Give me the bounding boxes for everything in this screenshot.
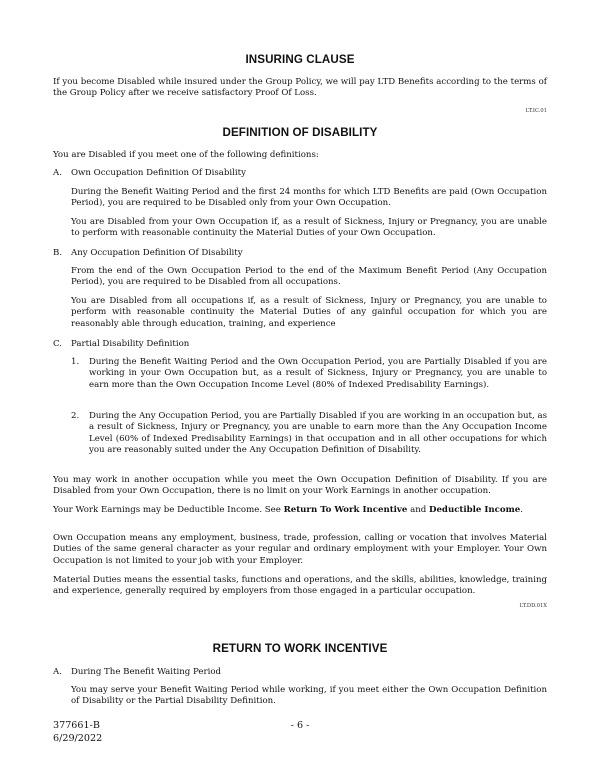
any-occupation-disabled-text: You are Disabled from all occupations if, as a result of Sickness, Injury or Pregnancy, you are unable to perform with reasonable continuity the Material Duties of any gainful occupation for which you are reasonably able through education, training, and experience [71, 296, 547, 329]
return-to-work-reference: Return To Work Incentive [283, 505, 408, 515]
section-b-title: Any Occupation Definition Of Disability [71, 248, 243, 258]
disability-code: LT.DD.01X [519, 603, 547, 609]
partial-item-1-marker: 1. [71, 357, 80, 367]
insuring-clause-heading: INSURING CLAUSE [245, 53, 355, 66]
section-c-title: Partial Disability Definition [71, 339, 190, 349]
own-occupation-period-text: During the Benefit Waiting Period and the first 24 months for which LTD Benefits are paid (Own Occupation Period), you are required to be Disabled only from your Own Occupation. [71, 187, 547, 209]
partial-item-2-text: During the Any Occupation Period, you are Partially Disabled if you are working in an occupation but, as a result of Sickness, Injury or Pregnancy, you are unable to earn more than the Any Occupation Income Level (60% of Indexed Predisability Earnings) in that occupation and in all other occupations for which you are reasonably suited under the Any Occupation Definition of Disability. [89, 411, 547, 455]
own-occupation-disabled-text: You are Disabled from your Own Occupation if, as a result of Sickness, Injury or Pregnancy, you are unable to perform with reasonable continuity the Material Duties of your Own Occupation. [71, 217, 547, 239]
rtw-waiting-period-text: You may serve your Benefit Waiting Period while working, if you meet either the Own Occupation Definition of Disability or the Partial Disability Definition. [71, 685, 547, 707]
own-occupation-definition-text: Own Occupation means any employment, business, trade, profession, calling or vocation that involves Material Duties of the same general character as your regular and ordinary employment with your Employer. Your Own Occupation is not limited to your job with your Employer. [53, 533, 547, 566]
section-a-title: Own Occupation Definition Of Disability [71, 168, 246, 178]
section-b-marker: B. [53, 248, 63, 258]
work-in-another-occupation-text: You may work in another occupation while you meet the Own Occupation Definition of Disability. If you are Disabled from your Own Occupation, there is no limit on your Work Earnings in another occupation. [53, 475, 547, 497]
insuring-clause-text: If you become Disabled while insured under the Group Policy, we will pay LTD Benefits according to the terms of the Group Policy after we receive satisfactory Proof Of Loss. [53, 77, 547, 99]
disability-heading: DEFINITION OF DISABILITY [222, 126, 378, 139]
form-date: 6/29/2022 [53, 733, 103, 744]
any-occupation-period-text: From the end of the Own Occupation Period to the end of the Maximum Benefit Period (Any Occupation Period), you are required to be Disabled from all occupations. [71, 266, 547, 288]
partial-item-2-marker: 2. [71, 411, 80, 421]
disability-intro: You are Disabled if you meet one of the following definitions: [53, 150, 319, 160]
return-to-work-heading: RETURN TO WORK INCENTIVE [212, 642, 388, 655]
form-number: 377661-B [53, 720, 100, 731]
rtw-section-a-title: During The Benefit Waiting Period [71, 667, 222, 677]
section-a-marker: A. [53, 168, 62, 178]
insuring-clause-code: LT.IC.01 [525, 108, 547, 114]
partial-item-1-text: During the Benefit Waiting Period and the Own Occupation Period, you are Partially Disabled if you are working in your Own Occupation but, as a result of Sickness, Injury or Pregnancy, you are unable to earn more than the Own Occupation Income Level (80% of Indexed Predisability Earnings). [89, 357, 547, 390]
section-c-marker: C. [53, 339, 63, 349]
material-duties-definition-text: Material Duties means the essential tasks, functions and operations, and the skills, abilities, knowledge, training and experience, generally required by employers from those engaged in a particular occupation. [53, 575, 547, 597]
page-number: - 6 - [290, 720, 310, 731]
rtw-section-a-marker: A. [53, 667, 62, 677]
work-earnings-text: Your Work Earnings may be Deductible Income. See Return To Work Incentive and Deductible Income. [53, 505, 523, 515]
deductible-income-reference: Deductible Income [429, 505, 521, 515]
